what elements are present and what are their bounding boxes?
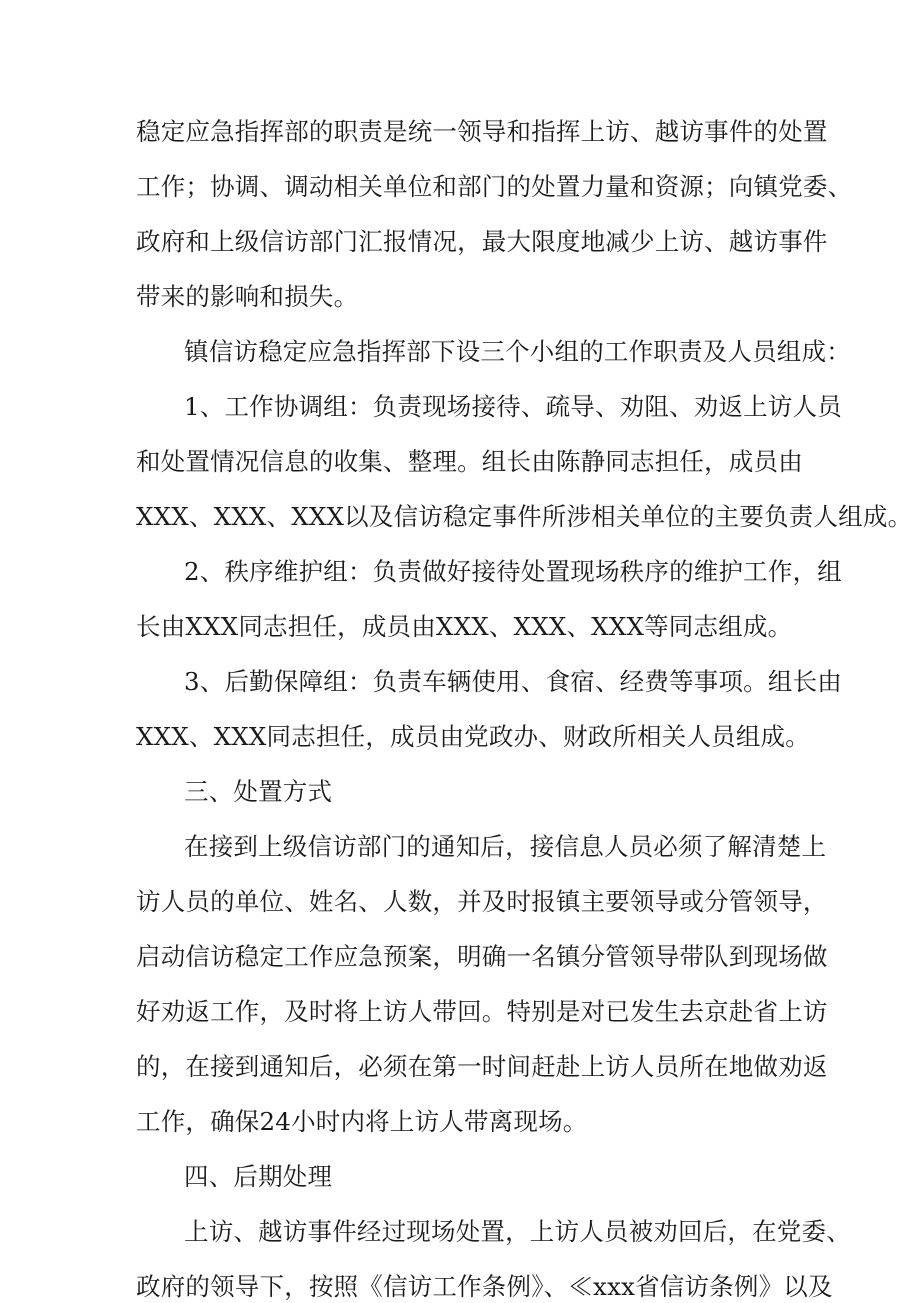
text-line: XXX、XXX同志担任，成员由党政办、财政所相关人员组成。 (136, 722, 810, 751)
text-line: 稳定应急指挥部的职责是统一领导和指挥上访、越访事件的处置 (136, 117, 828, 146)
text-line: 访人员的单位、姓名、人数，并及时报镇主要领导或分管领导， (136, 887, 828, 916)
text-line: 启动信访稳定工作应急预案，明确一名镇分管领导带队到现场做 (136, 942, 828, 971)
text-line: 好劝返工作，及时将上访人带回。特别是对已发生去京赴省上访 (136, 997, 828, 1026)
text-line: 在接到上级信访部门的通知后，接信息人员必须了解清楚上 (184, 832, 827, 861)
text-line: 1、工作协调组：负责现场接待、疏导、劝阻、劝返上访人员 (184, 392, 842, 421)
text-line: 上访、越访事件经过现场处置，上访人员被劝回后，在党委、 (184, 1217, 851, 1246)
section-intro: 镇信访稳定应急指挥部下设三个小组的工作职责及人员组成： (184, 337, 851, 366)
section-heading: 三、处置方式 (184, 777, 333, 806)
text-line: 3、后勤保障组：负责车辆使用、食宿、经费等事项。组长由 (184, 667, 842, 696)
text-line: 2、秩序维护组：负责做好接待处置现场秩序的维护工作，组 (184, 557, 842, 586)
text-line: 政府和上级信访部门汇报情况，最大限度地减少上访、越访事件 (136, 227, 828, 256)
text-line: XXX、XXX、XXX以及信访稳定事件所涉相关单位的主要负责人组成。 (136, 502, 913, 531)
text-line: 和处置情况信息的收集、整理。组长由陈静同志担任，成员由 (136, 447, 803, 476)
text-line: 的，在接到通知后，必须在第一时间赶赴上访人员所在地做劝返 (136, 1052, 828, 1081)
text-line: 带来的影响和损失。 (136, 282, 359, 311)
section-heading: 四、后期处理 (184, 1162, 333, 1191)
text-line: 长由XXX同志担任，成员由XXX、XXX、XXX等同志组成。 (136, 612, 793, 641)
text-line: 工作，确保24小时内将上访人带离现场。 (136, 1107, 588, 1136)
text-line: 工作；协调、调动相关单位和部门的处置力量和资源；向镇党委、 (136, 172, 853, 201)
text-line: 政府的领导下，按照《信访工作条例》、≪xxx省信访条例》以及 (136, 1272, 833, 1301)
